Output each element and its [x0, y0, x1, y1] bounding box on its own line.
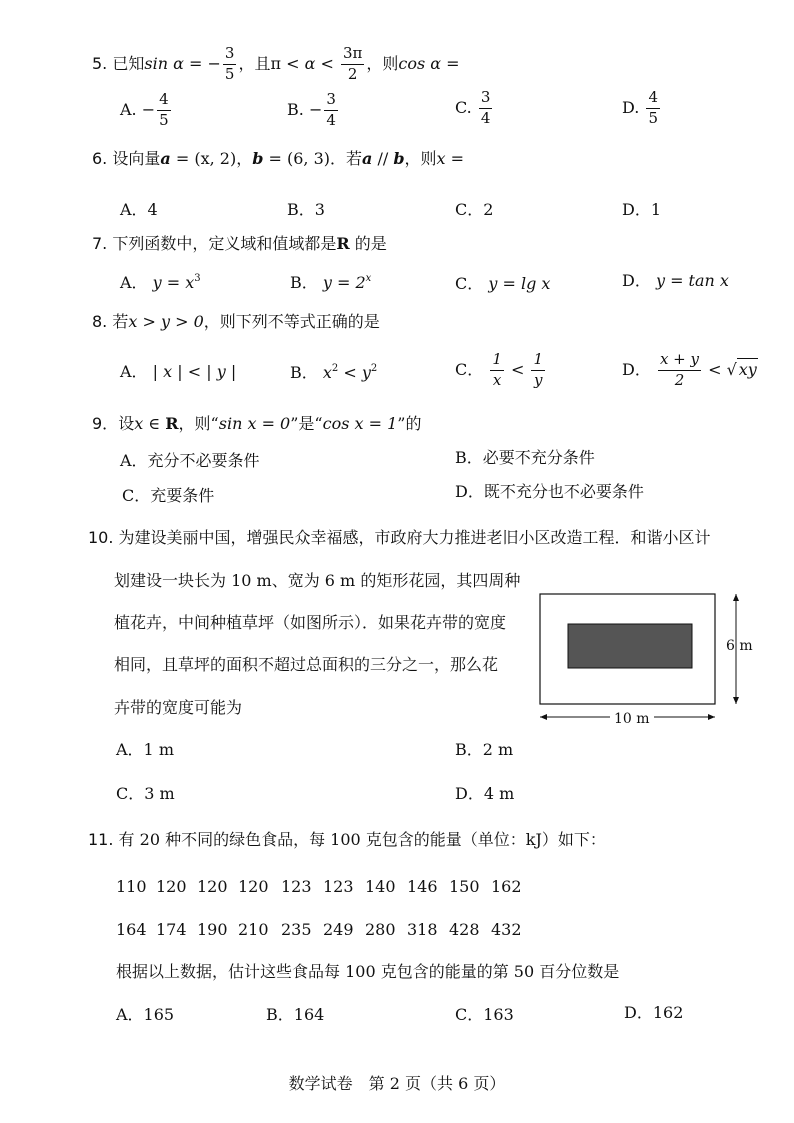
- fraction-denominator: 2: [674, 370, 685, 389]
- option-b[interactable]: B．2 m: [455, 740, 514, 759]
- fraction: [324, 92, 338, 129]
- math-tail: =: [441, 53, 460, 73]
- stem-text: 若: [112, 312, 129, 331]
- math-eq: = −: [183, 53, 221, 73]
- fraction-denominator: 2: [347, 64, 358, 83]
- option-label: A.: [120, 99, 137, 119]
- data-value: 318: [407, 920, 438, 939]
- option-b[interactable]: [287, 92, 340, 129]
- fraction-numerator: 4: [157, 92, 171, 111]
- question-10-line-2: 划建设一块长为 10 m、宽为 6 m 的矩形花园，其四周种: [114, 571, 521, 590]
- math-expr: y = tan x: [655, 271, 729, 290]
- option-label: C．: [455, 274, 484, 293]
- math-expr: sin x = 0: [218, 414, 291, 433]
- math-lt: <: [702, 359, 727, 379]
- question-7-stem: [92, 236, 387, 252]
- question-number: 10.: [88, 528, 114, 547]
- question-number: 6.: [92, 149, 108, 168]
- stem-text: 为建设美丽中国，增强民众幸福感，市政府大力推进老旧小区改造工程．和谐小区计: [118, 528, 711, 547]
- data-row-2: [116, 922, 531, 938]
- option-b[interactable]: B．3: [287, 200, 325, 219]
- fraction-numerator: 4: [646, 90, 660, 109]
- question-10-line-4: 相同，且草坪的面积不超过总面积的三分之一，那么花: [114, 655, 499, 674]
- page-footer: 数学试卷 第 2 页（共 6 页）: [288, 1074, 506, 1093]
- option-label: B．: [290, 363, 318, 382]
- math-expr: y = lg x: [488, 274, 551, 293]
- option-label: C.: [455, 97, 472, 117]
- height-dimension-label: 6 m: [726, 638, 753, 654]
- stem-text: ”是“: [290, 414, 323, 433]
- fraction-numerator: 1: [531, 352, 545, 371]
- stem-text: 已知: [112, 53, 145, 73]
- math-x: x: [322, 363, 332, 382]
- option-d[interactable]: [622, 273, 729, 289]
- vector-b: b: [393, 149, 405, 168]
- math-lt: <: [315, 53, 339, 73]
- fraction-denominator: 4: [326, 110, 336, 129]
- data-value: 110: [116, 877, 147, 896]
- question-5-stem: [92, 46, 460, 83]
- question-number: 5.: [92, 53, 108, 73]
- stem-text: 有 20 种不同的绿色食品，每 100 克包含的能量（单位：kJ）如下：: [118, 830, 606, 849]
- option-label: D.: [622, 97, 640, 117]
- option-c[interactable]: [455, 90, 494, 127]
- math-tail: =: [445, 149, 465, 168]
- math-expr: x > y > 0: [128, 312, 204, 331]
- option-label: B．: [290, 273, 318, 292]
- fraction: [479, 90, 493, 127]
- data-value: 235: [281, 920, 312, 939]
- math-expr: y = x: [152, 273, 195, 292]
- math-cos: cos: [398, 53, 426, 73]
- vector-a: a: [362, 149, 373, 168]
- option-a[interactable]: A．4: [120, 200, 158, 219]
- option-b[interactable]: B．必要不充分条件: [455, 448, 595, 467]
- option-label: B.: [287, 99, 304, 119]
- data-value: 280: [365, 920, 396, 939]
- data-value: 123: [323, 877, 354, 896]
- option-c[interactable]: [455, 276, 550, 292]
- data-row-1: [116, 879, 531, 895]
- data-value: 150: [449, 877, 480, 896]
- vector-b: b: [252, 149, 264, 168]
- math-minus: −: [308, 99, 323, 119]
- option-a[interactable]: A．165: [116, 1005, 175, 1024]
- math-alpha: α: [173, 53, 184, 73]
- fraction: [658, 352, 701, 389]
- stem-text: 的是: [349, 234, 387, 253]
- math-expr: | x | < | y |: [152, 362, 237, 381]
- math-lt: <: [505, 359, 530, 379]
- width-dimension-label: 10 m: [614, 711, 650, 727]
- math-lt: <: [280, 53, 305, 73]
- fraction-numerator: 3: [479, 90, 493, 109]
- question-6-stem: [92, 151, 464, 167]
- option-d[interactable]: [622, 90, 662, 127]
- data-value: 146: [407, 877, 438, 896]
- math-expr: = (x, 2)，: [170, 149, 253, 168]
- option-c[interactable]: C．2: [455, 200, 494, 219]
- fraction: [223, 46, 237, 83]
- fraction-numerator: 3: [324, 92, 338, 111]
- fraction-denominator: 5: [224, 64, 235, 83]
- data-value: 432: [491, 920, 522, 939]
- fraction-denominator: y: [534, 370, 543, 389]
- fraction-denominator: 4: [480, 108, 491, 127]
- fraction-numerator: 3: [223, 46, 237, 65]
- fraction-denominator: x: [492, 370, 502, 389]
- math-sin: sin: [144, 53, 169, 73]
- option-a[interactable]: [120, 274, 201, 291]
- option-label: D．: [622, 271, 651, 290]
- stem-text: ，则下列不等式正确的是: [203, 312, 380, 331]
- lawn-rect: [568, 624, 692, 668]
- math-alpha: α: [304, 53, 316, 73]
- option-label: D．: [622, 359, 651, 379]
- sqrt-icon: √: [726, 359, 737, 379]
- option-b[interactable]: [290, 274, 371, 291]
- option-c[interactable]: C．163: [455, 1005, 514, 1024]
- fraction-numerator: x + y: [658, 352, 701, 371]
- stem-text: ，则“: [178, 414, 219, 433]
- width-arrow-left: [540, 714, 547, 720]
- data-value: 162: [491, 877, 522, 896]
- math-superscript: x: [365, 273, 372, 284]
- stem-text: 下列函数中，定义域和值域都是: [112, 234, 337, 253]
- option-c[interactable]: C．3 m: [116, 784, 175, 803]
- question-10-line-3: 植花卉，中间种植草坪（如图所示）．如果花卉带的宽度: [114, 613, 507, 632]
- math-expr: y = 2: [322, 273, 366, 292]
- stem-text: ，则: [366, 53, 399, 73]
- data-value: 210: [238, 920, 269, 939]
- math-expr: cos x = 1: [322, 414, 398, 433]
- option-c[interactable]: C．充要条件: [122, 486, 215, 505]
- math-expr: < y: [338, 363, 371, 382]
- data-value: 120: [238, 877, 269, 896]
- data-value: 140: [365, 877, 396, 896]
- option-b[interactable]: B．164: [266, 1005, 325, 1024]
- math-expr: x ∈: [134, 414, 166, 433]
- garden-diagram: [530, 584, 760, 734]
- data-value: 190: [197, 920, 228, 939]
- width-arrow-right: [708, 714, 715, 720]
- fraction: [646, 90, 660, 127]
- math-expr: = (6, 3)．若: [263, 149, 362, 168]
- option-d[interactable]: [622, 352, 758, 389]
- question-number: 7.: [92, 234, 108, 253]
- fraction-numerator: 3π: [341, 46, 364, 65]
- data-value: 164: [116, 920, 147, 939]
- question-8-stem: [92, 314, 380, 330]
- question-10-line-1: [88, 530, 711, 546]
- fraction-denominator: 5: [159, 110, 169, 129]
- fraction: [341, 46, 364, 83]
- option-label: A．: [120, 273, 148, 292]
- data-value: 120: [156, 877, 187, 896]
- stem-text: 设: [118, 414, 135, 433]
- option-a[interactable]: A．1 m: [116, 740, 174, 759]
- stem-text: ，则: [404, 149, 437, 168]
- math-superscript: 2: [331, 363, 339, 374]
- question-number: 9．: [92, 414, 119, 433]
- question-number: 8.: [92, 312, 108, 331]
- stem-text: ，且: [238, 53, 271, 73]
- option-a[interactable]: [120, 92, 173, 129]
- fraction: [490, 352, 504, 389]
- data-value: 120: [197, 877, 228, 896]
- fraction: [531, 352, 545, 389]
- option-label: C．: [455, 359, 484, 379]
- option-d[interactable]: D．1: [622, 200, 662, 219]
- option-a[interactable]: A．充分不必要条件: [120, 451, 260, 470]
- fraction-numerator: 1: [490, 352, 504, 371]
- stem-text: ”的: [397, 414, 422, 433]
- math-radicand: xy: [738, 359, 757, 379]
- question-11-ask: 根据以上数据，估计这些食品每 100 克包含的能量的第 50 百分位数是: [116, 962, 620, 981]
- question-11-stem: [88, 832, 606, 848]
- option-label: A．: [120, 362, 148, 381]
- math-x: x: [436, 149, 446, 168]
- option-b[interactable]: [290, 364, 377, 381]
- height-arrow-bottom: [733, 697, 739, 704]
- garden-figure: [530, 584, 760, 738]
- question-number: 11.: [88, 830, 114, 849]
- option-d[interactable]: D．4 m: [455, 784, 515, 803]
- math-real-set: R: [165, 414, 179, 433]
- math-real-set: R: [336, 234, 350, 253]
- option-c[interactable]: [455, 352, 547, 389]
- vector-a: a: [160, 149, 171, 168]
- math-superscript: 3: [194, 273, 201, 284]
- option-d[interactable]: D．162: [624, 1003, 684, 1022]
- fraction-denominator: 5: [648, 108, 658, 127]
- data-value: 123: [281, 877, 312, 896]
- math-minus: −: [141, 99, 156, 119]
- question-10-line-5: 卉带的宽度可能为: [114, 698, 243, 717]
- data-value: 174: [156, 920, 187, 939]
- fraction: [157, 92, 171, 129]
- option-d[interactable]: D．既不充分也不必要条件: [455, 482, 644, 501]
- height-arrow-top: [733, 594, 739, 601]
- math-superscript: 2: [370, 363, 378, 374]
- option-a[interactable]: [120, 364, 236, 380]
- math-parallel: //: [372, 149, 394, 168]
- stem-text: 设向量: [112, 149, 161, 168]
- question-9-stem: [92, 416, 421, 432]
- math-alpha: α: [430, 53, 442, 73]
- data-value: 249: [323, 920, 354, 939]
- math-pi: π: [270, 53, 281, 73]
- data-value: 428: [449, 920, 480, 939]
